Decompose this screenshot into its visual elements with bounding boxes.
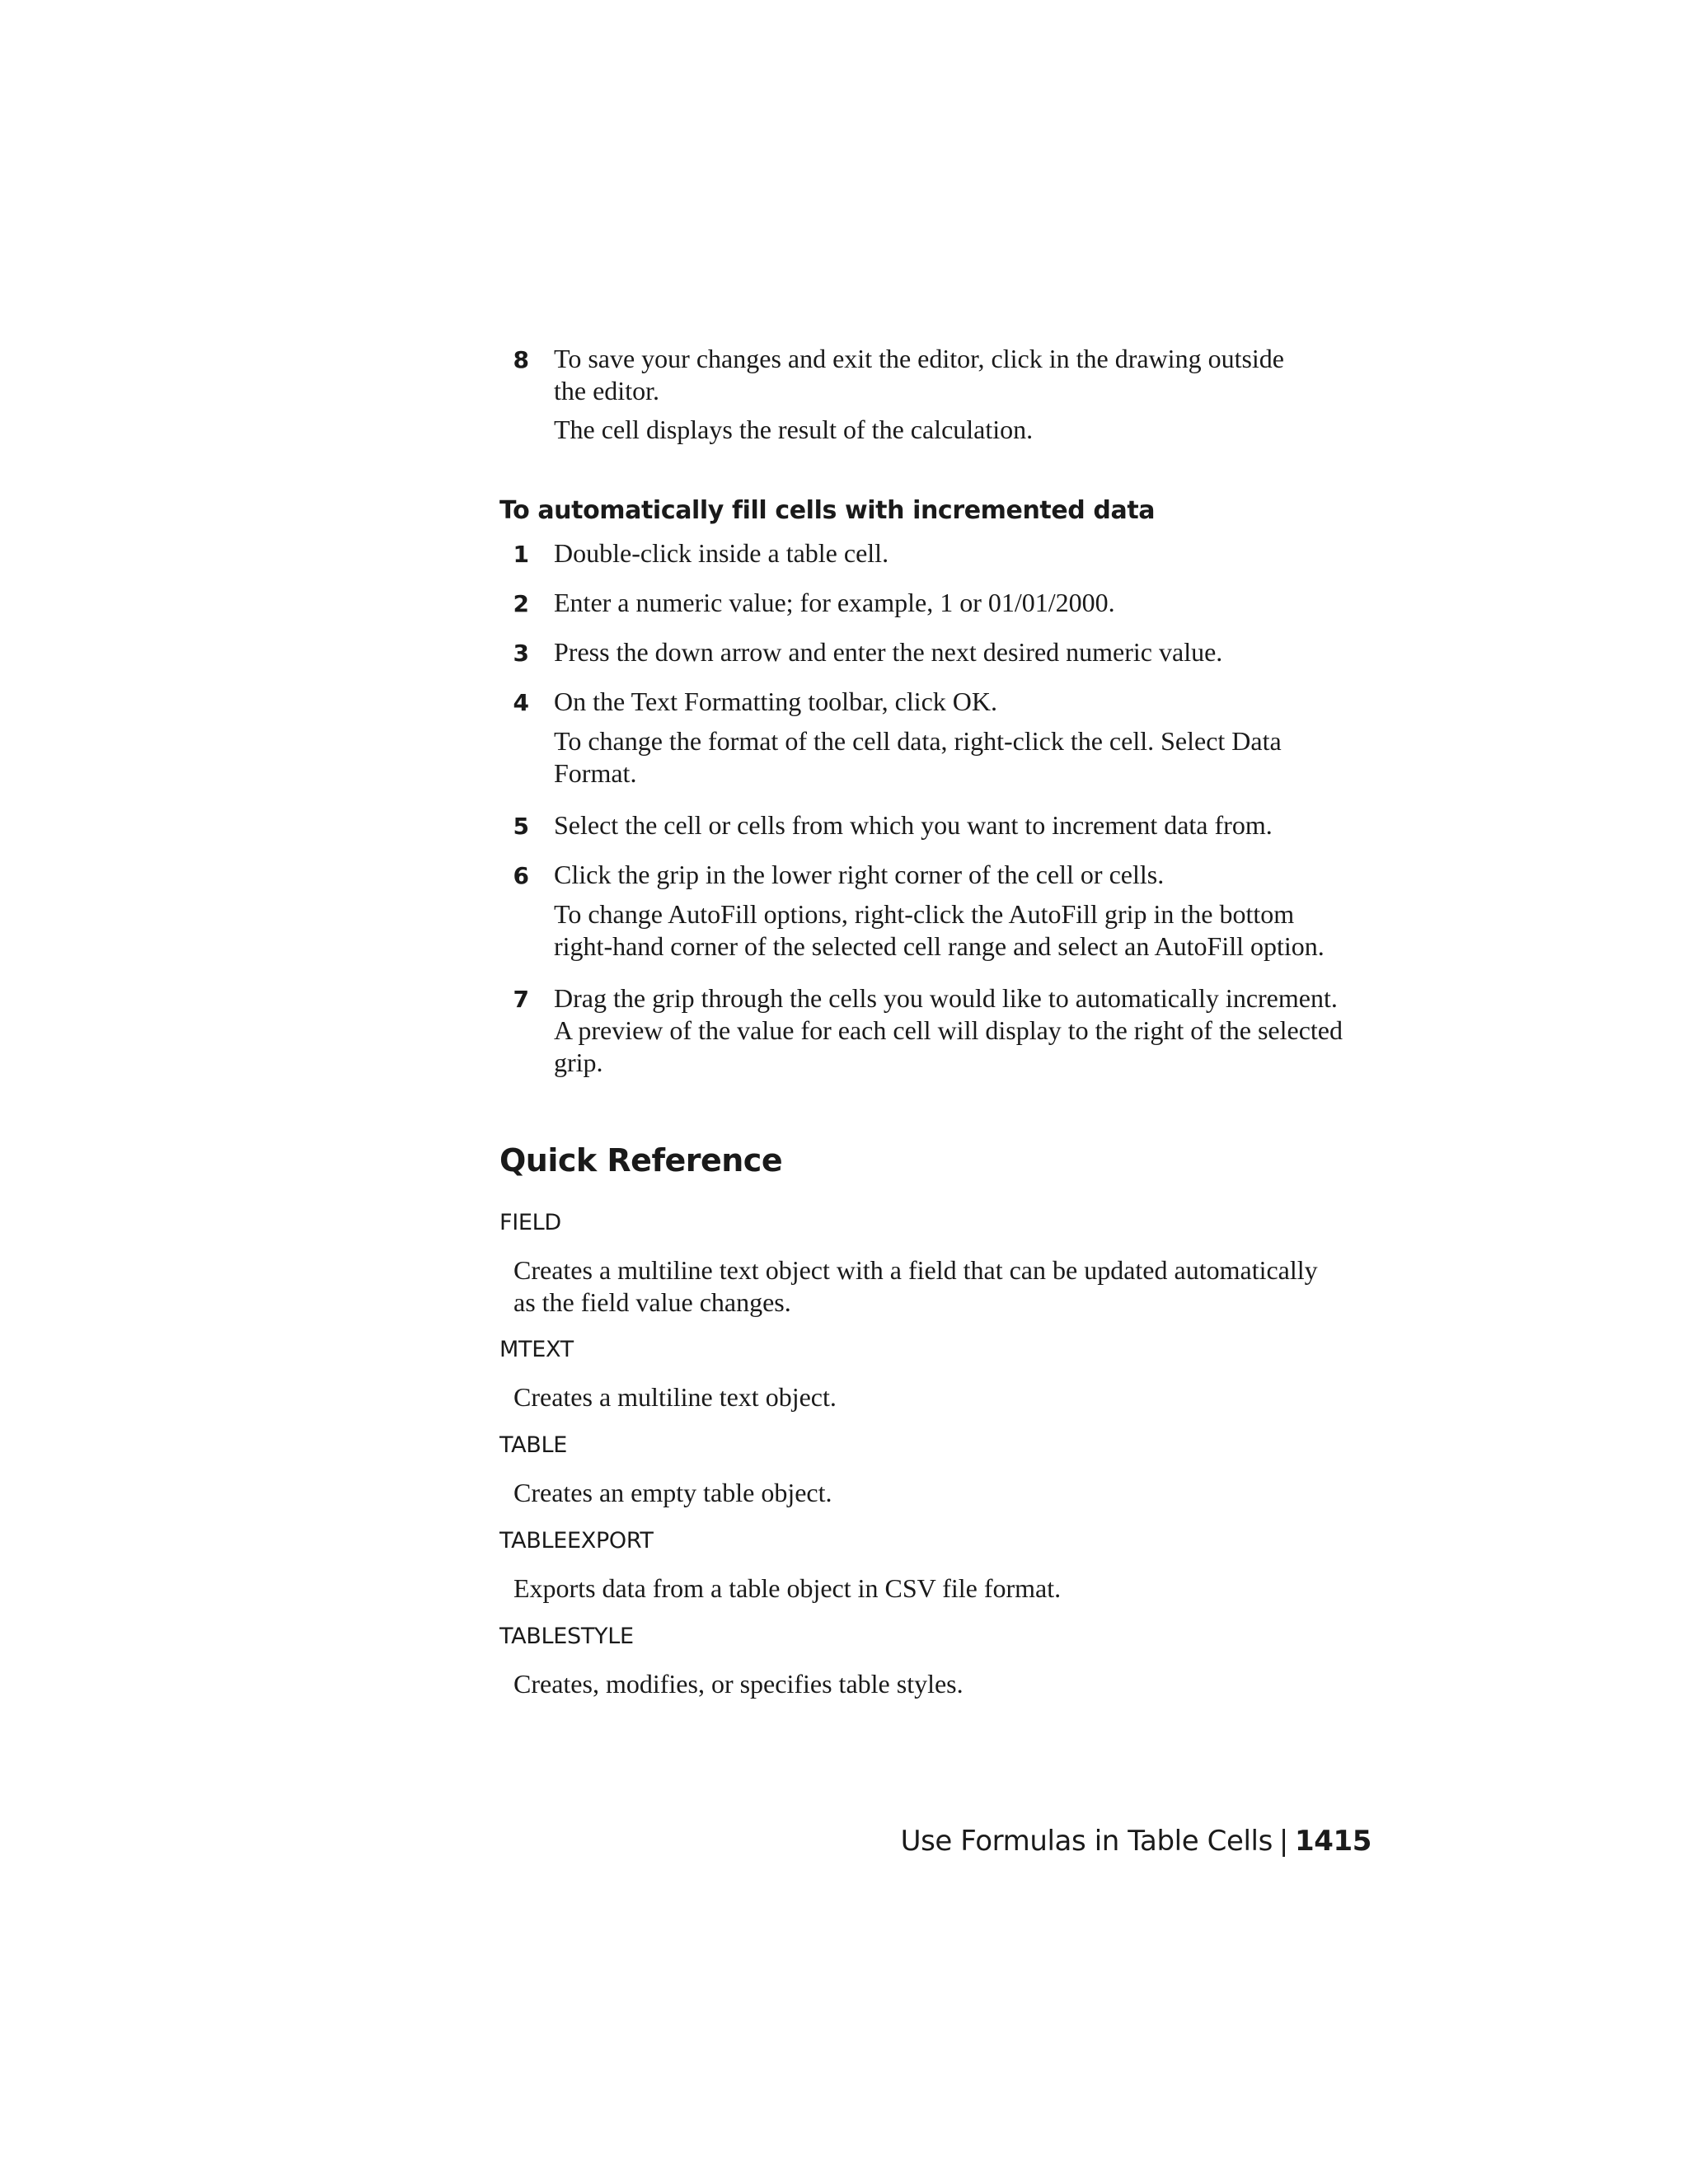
step-number: 2 [513,590,529,617]
procedure-step-4 [499,686,1376,793]
reference-command: MTEXT [499,1337,574,1362]
step-text: Enter a numeric value; for example, 1 or 01/01/2000. [554,588,1115,617]
step-text: On the Text Formatting toolbar, click OK. [554,687,998,716]
step-text-line: To save your changes and exit the editor, click in the drawing outside [554,344,1284,373]
reference-description-line: as the field value changes. [513,1287,791,1317]
step-note [554,725,1378,790]
step-text-line: Drag the grip through the cells you would like to automatically increment. [554,983,1338,1013]
step-number: 6 [513,862,529,889]
step-note-line: To change AutoFill options, right-click the AutoFill grip in the bottom [554,899,1295,929]
step-note-line: right-hand corner of the selected cell range and select an AutoFill option. [554,931,1325,961]
step-8 [499,343,1376,450]
reference-command: TABLESTYLE [499,1624,634,1649]
step-text: Click the grip in the lower right corner of the cell or cells. [554,860,1165,889]
procedure-step-1 [499,537,1376,570]
step-number: 5 [513,813,529,840]
reference-description: Exports data from a table object in CSV file format. [513,1573,1062,1603]
step-text [554,343,1378,407]
reference-description: Creates a multiline text object. [513,1382,837,1412]
step-number: 1 [513,541,529,568]
step-text-line: A preview of the value for each cell will display to the right of the selected [554,1015,1343,1045]
reference-description: Creates, modifies, or specifies table styles. [513,1669,964,1699]
page-number: 1415 [1294,1825,1372,1858]
step-text-line: grip. [554,1047,603,1077]
reference-description: Creates an empty table object. [513,1478,832,1507]
step-number: 7 [513,986,529,1013]
step-text: Select the cell or cells from which you want to increment data from. [554,810,1273,840]
step-note-line: Format. [554,758,637,788]
step-text-line: the editor. [554,376,659,405]
step-note-line: To change the format of the cell data, right-click the cell. Select Data [554,726,1282,756]
step-text: Double-click inside a table cell. [554,538,889,568]
step-note: The cell displays the result of the calculation. [554,415,1034,444]
reference-description [513,1254,1379,1319]
procedure-step-2 [499,587,1376,620]
step-text: Press the down arrow and enter the next desired numeric value. [554,637,1223,667]
page-footer [901,1823,1372,1859]
step-number: 4 [513,689,529,716]
reference-command: TABLE [499,1432,567,1458]
step-note [554,898,1378,963]
procedure-heading: To automatically fill cells with incremented data [499,496,1156,525]
reference-command: TABLEEXPORT [499,1528,654,1554]
reference-command: FIELD [499,1210,561,1235]
footer-section-title: Use Formulas in Table Cells [900,1825,1273,1858]
procedure-step-6 [499,859,1376,966]
step-number: 8 [513,346,529,373]
footer-separator: | [1278,1825,1288,1858]
procedure-step-5 [499,809,1376,842]
step-text [554,982,1378,1079]
procedure-step-3 [499,636,1376,669]
quick-reference-heading: Quick Reference [499,1142,783,1179]
procedure-step-7 [499,982,1376,1090]
step-number: 3 [513,640,529,667]
reference-description-line: Creates a multiline text object with a field that can be updated automatically [513,1255,1318,1285]
